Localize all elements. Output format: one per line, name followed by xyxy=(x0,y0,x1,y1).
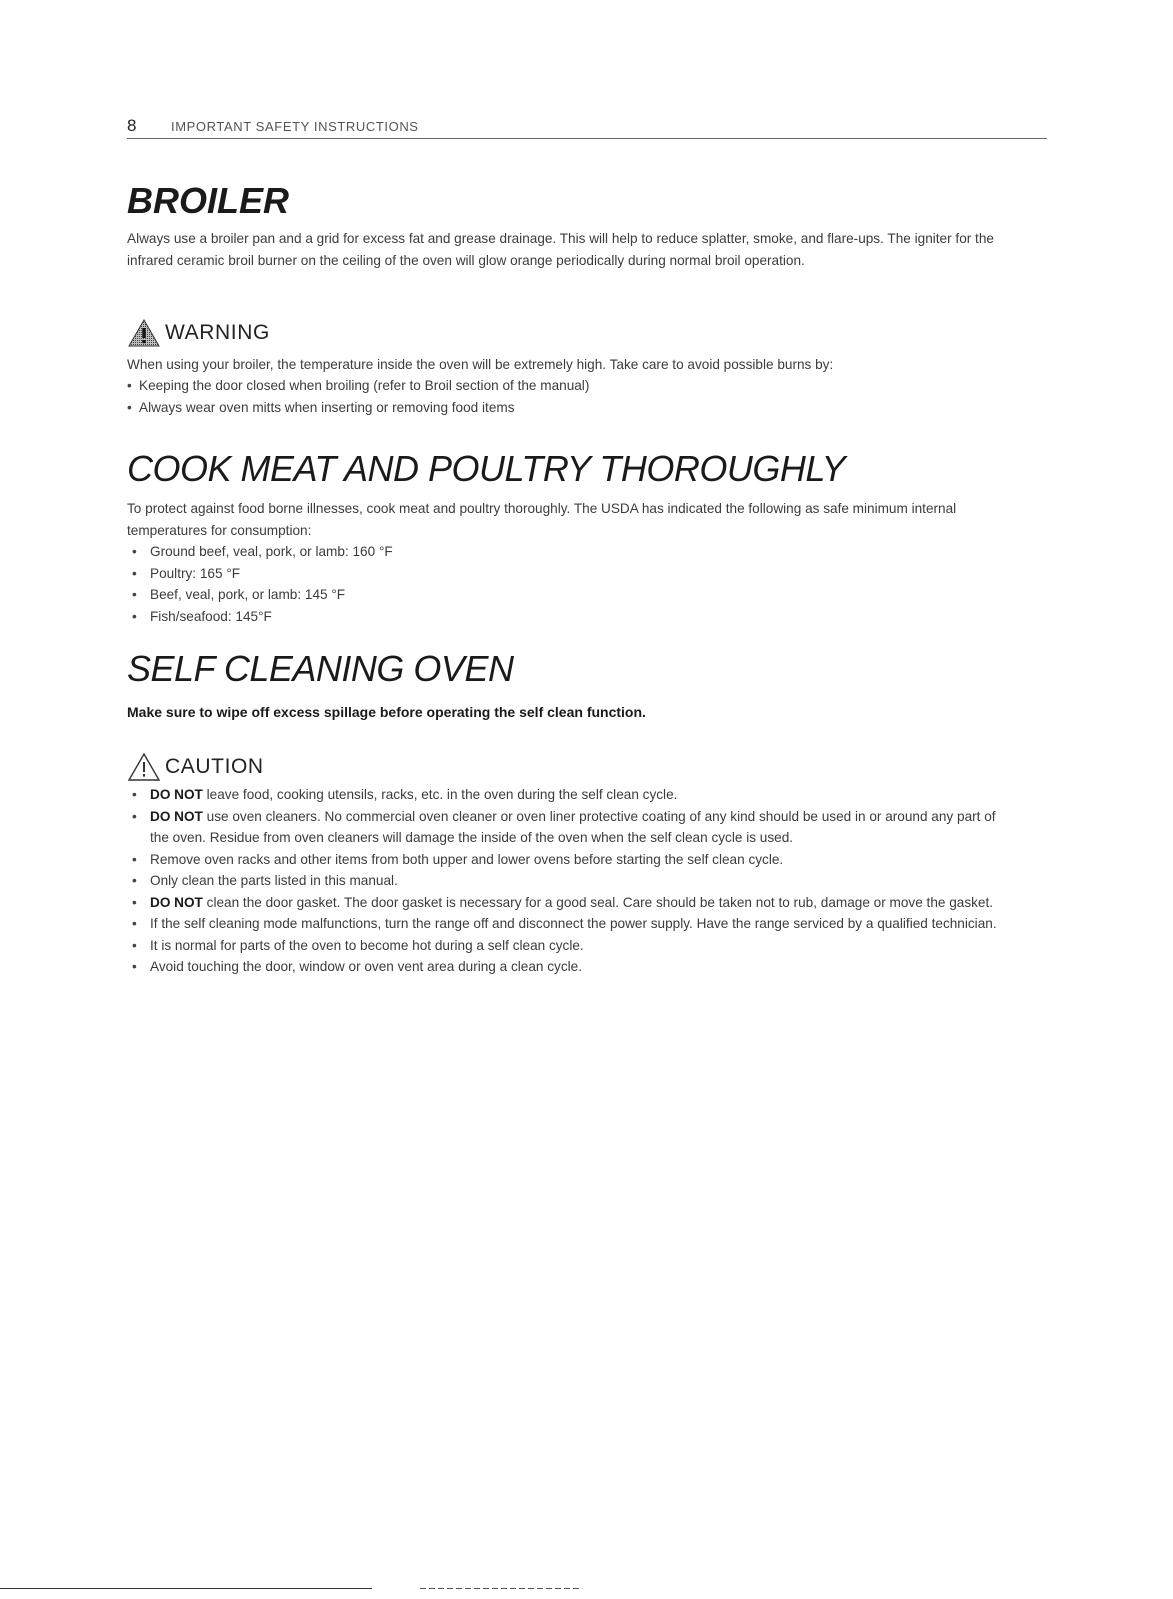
list-item xyxy=(127,849,1017,871)
warning-list xyxy=(127,375,1017,418)
item-text: use oven cleaners. No commercial oven cleaner or oven liner protective coating of any kind should be used in or around any part of the oven. Residue from oven cleaners will damage the inside of the oven when the self clean cycle is used. xyxy=(150,808,996,845)
list-item xyxy=(127,892,1017,914)
warning-triangle-icon xyxy=(127,318,161,348)
list-item: • Poultry: 165 °F xyxy=(127,563,1017,585)
footer-rule xyxy=(0,1588,372,1589)
footer-marks xyxy=(420,1588,580,1589)
list-item: • Keeping the door closed when broiling (refer to Broil section of the manual) xyxy=(127,375,1017,397)
broiler-paragraph: Always use a broiler pan and a grid for excess fat and grease drainage. This will help to reduce splatter, smoke, and flare-ups. The igniter for the infrared ceramic broil burner on the ceiling of the oven will glow orange periodically during normal broil operation. xyxy=(127,231,994,268)
list-item: • Always wear oven mitts when inserting or removing food items xyxy=(127,397,1017,419)
caution-label: CAUTION xyxy=(165,755,264,778)
page-number: 8 xyxy=(127,116,137,135)
list-item: • Beef, veal, pork, or lamb: 145 °F xyxy=(127,584,1017,606)
item-text: leave food, cooking utensils, racks, etc. in the oven during the self clean cycle. xyxy=(202,787,678,802)
warning-label: WARNING xyxy=(165,321,270,344)
caution-notice xyxy=(127,752,264,782)
item-text: clean the door gasket. The door gasket is necessary for a good seal. Care should be taken not to rub, damage or move the gasket. xyxy=(202,894,994,910)
header-title: IMPORTANT SAFETY INSTRUCTIONS xyxy=(171,119,419,134)
warning-notice xyxy=(127,318,270,348)
item-text: If the self cleaning mode malfunctions, turn the range off and disconnect the power supply. Have the range serviced by a qualified technician. xyxy=(150,916,997,931)
item-text: Avoid touching the door, window or oven vent area during a clean cycle. xyxy=(150,959,582,974)
emphasis-text: DO NOT xyxy=(150,808,203,824)
item-text: Only clean the parts listed in this manual. xyxy=(150,873,398,888)
list-item xyxy=(127,935,1017,957)
list-item xyxy=(127,913,1017,935)
self-cleaning-note: Make sure to wipe off excess spillage before operating the self clean function. xyxy=(127,704,646,720)
list-item xyxy=(127,784,1017,806)
page-header xyxy=(127,116,1047,139)
item-text: Remove oven racks and other items from both upper and lower ovens before starting the self clean cycle. xyxy=(150,851,784,867)
list-item xyxy=(127,870,1017,892)
broiler-heading: BROILER xyxy=(127,180,289,221)
warning-intro: When using your broiler, the temperature inside the oven will be extremely high. Take care to avoid possible burns by: xyxy=(127,357,834,372)
list-item: • Ground beef, veal, pork, or lamb: 160 °F xyxy=(127,541,1017,563)
emphasis-text: DO NOT xyxy=(150,787,203,802)
self-cleaning-heading: SELF CLEANING OVEN xyxy=(127,648,514,689)
temperature-list xyxy=(127,541,1017,627)
list-item: • Fish/seafood: 145°F xyxy=(127,606,1017,628)
list-item xyxy=(127,956,1017,978)
item-text: It is normal for parts of the oven to become hot during a self clean cycle. xyxy=(150,937,584,953)
caution-triangle-icon xyxy=(127,752,161,782)
emphasis-text: DO NOT xyxy=(150,894,203,910)
cook-meat-heading: COOK MEAT AND POULTRY THOROUGHLY xyxy=(127,448,846,489)
list-item xyxy=(127,806,1017,849)
cook-meat-paragraph: To protect against food borne illnesses, cook meat and poultry thoroughly. The USDA has indicated the following as safe minimum internal temperatures for consumption: xyxy=(127,501,957,538)
caution-list xyxy=(127,784,1017,978)
